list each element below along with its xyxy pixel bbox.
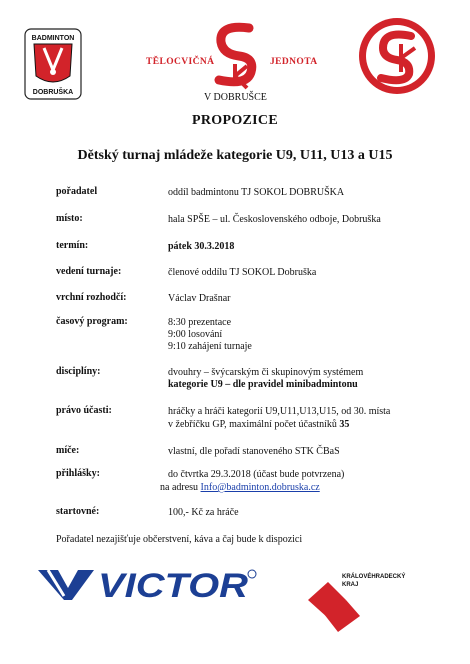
label-poradatel: pořadatel — [56, 186, 98, 197]
victor-wordmark: VICTOR — [98, 567, 249, 602]
pravo-line-1: hráčky a hráči kategorií U9,U11,U13,U15, od 30. místa — [168, 406, 391, 417]
org-name-left: TĚLOCVIČNÁ — [146, 57, 215, 67]
pravo-max-count: 35 — [339, 419, 350, 430]
document-title: PROPOZICE — [192, 113, 278, 128]
value-misto: hala SPŠE – ul. Československého odboje, Dobruška — [168, 214, 381, 225]
prihlasky-prefix: na adresu — [160, 482, 199, 493]
value-rozhodci: Václav Drašnar — [168, 293, 231, 304]
value-poradatel: oddíl badmintonu TJ SOKOL DOBRUŠKA — [168, 187, 345, 198]
badminton-dobruska-logo — [24, 28, 82, 100]
victor-logo — [36, 566, 258, 602]
email-link[interactable]: Info@badminton.dobruska.cz — [200, 482, 320, 493]
org-location: V DOBRUŠCE — [204, 92, 267, 103]
prihlasky-line-2 — [160, 481, 320, 494]
kraj-line-2: KRAJ — [342, 582, 359, 588]
document-subtitle: Dětský turnaj mládeže kategorie U9, U11, U13 a U15 — [77, 148, 393, 163]
label-vedeni: vedení turnaje: — [56, 266, 122, 277]
label-prihlasky: přihlášky: — [56, 468, 100, 479]
sokol-circle-logo — [355, 14, 439, 98]
label-program: časový program: — [56, 316, 128, 327]
label-startovne: startovné: — [56, 506, 100, 517]
footer-note: Pořadatel nezajišťuje občerstvení, káva a čaj bude k dispozici — [56, 534, 303, 545]
kraj-line-1: KRÁLOVÉHRADECKÝ — [342, 574, 406, 580]
label-misto: místo: — [56, 213, 83, 224]
pravo-line-2-text: v žebříčku GP, maximální počet účastníků — [168, 419, 337, 430]
value-startovne: 100,- Kč za hráče — [168, 507, 239, 518]
prihlasky-line-1: do čtvrtka 29.3.2018 (účast bude potvrzena) — [168, 469, 345, 480]
pravo-line-2 — [168, 418, 349, 431]
kralovehradecky-kraj-logo — [302, 570, 412, 636]
value-mice: vlastní, dle pořadí stanoveného STK ČBaS — [168, 446, 340, 457]
label-discipliny: disciplíny: — [56, 366, 101, 377]
label-pravo: právo účasti: — [56, 405, 112, 416]
discipliny-line-1: dvouhry – švýcarským či skupinovým systémem — [168, 367, 364, 378]
value-termin: pátek 30.3.2018 — [168, 241, 235, 252]
sokol-center-emblem — [205, 20, 265, 92]
org-name-right: JEDNOTA — [270, 57, 318, 67]
value-vedeni: členové oddílu TJ SOKOL Dobruška — [168, 267, 317, 278]
logo-text-dobruska: DOBRUŠKA — [32, 89, 74, 96]
label-mice: míče: — [56, 445, 80, 456]
label-rozhodci: vrchní rozhodčí: — [56, 292, 127, 303]
discipliny-line-2: kategorie U9 – dle pravidel minibadmintonu — [168, 379, 358, 390]
program-line-1: 8:30 prezentace — [168, 317, 232, 328]
label-termin: termín: — [56, 240, 89, 251]
logo-text-badminton: BADMINTON — [31, 35, 75, 42]
program-line-3: 9:10 zahájení turnaje — [168, 341, 252, 352]
program-line-2: 9:00 losování — [168, 329, 223, 340]
